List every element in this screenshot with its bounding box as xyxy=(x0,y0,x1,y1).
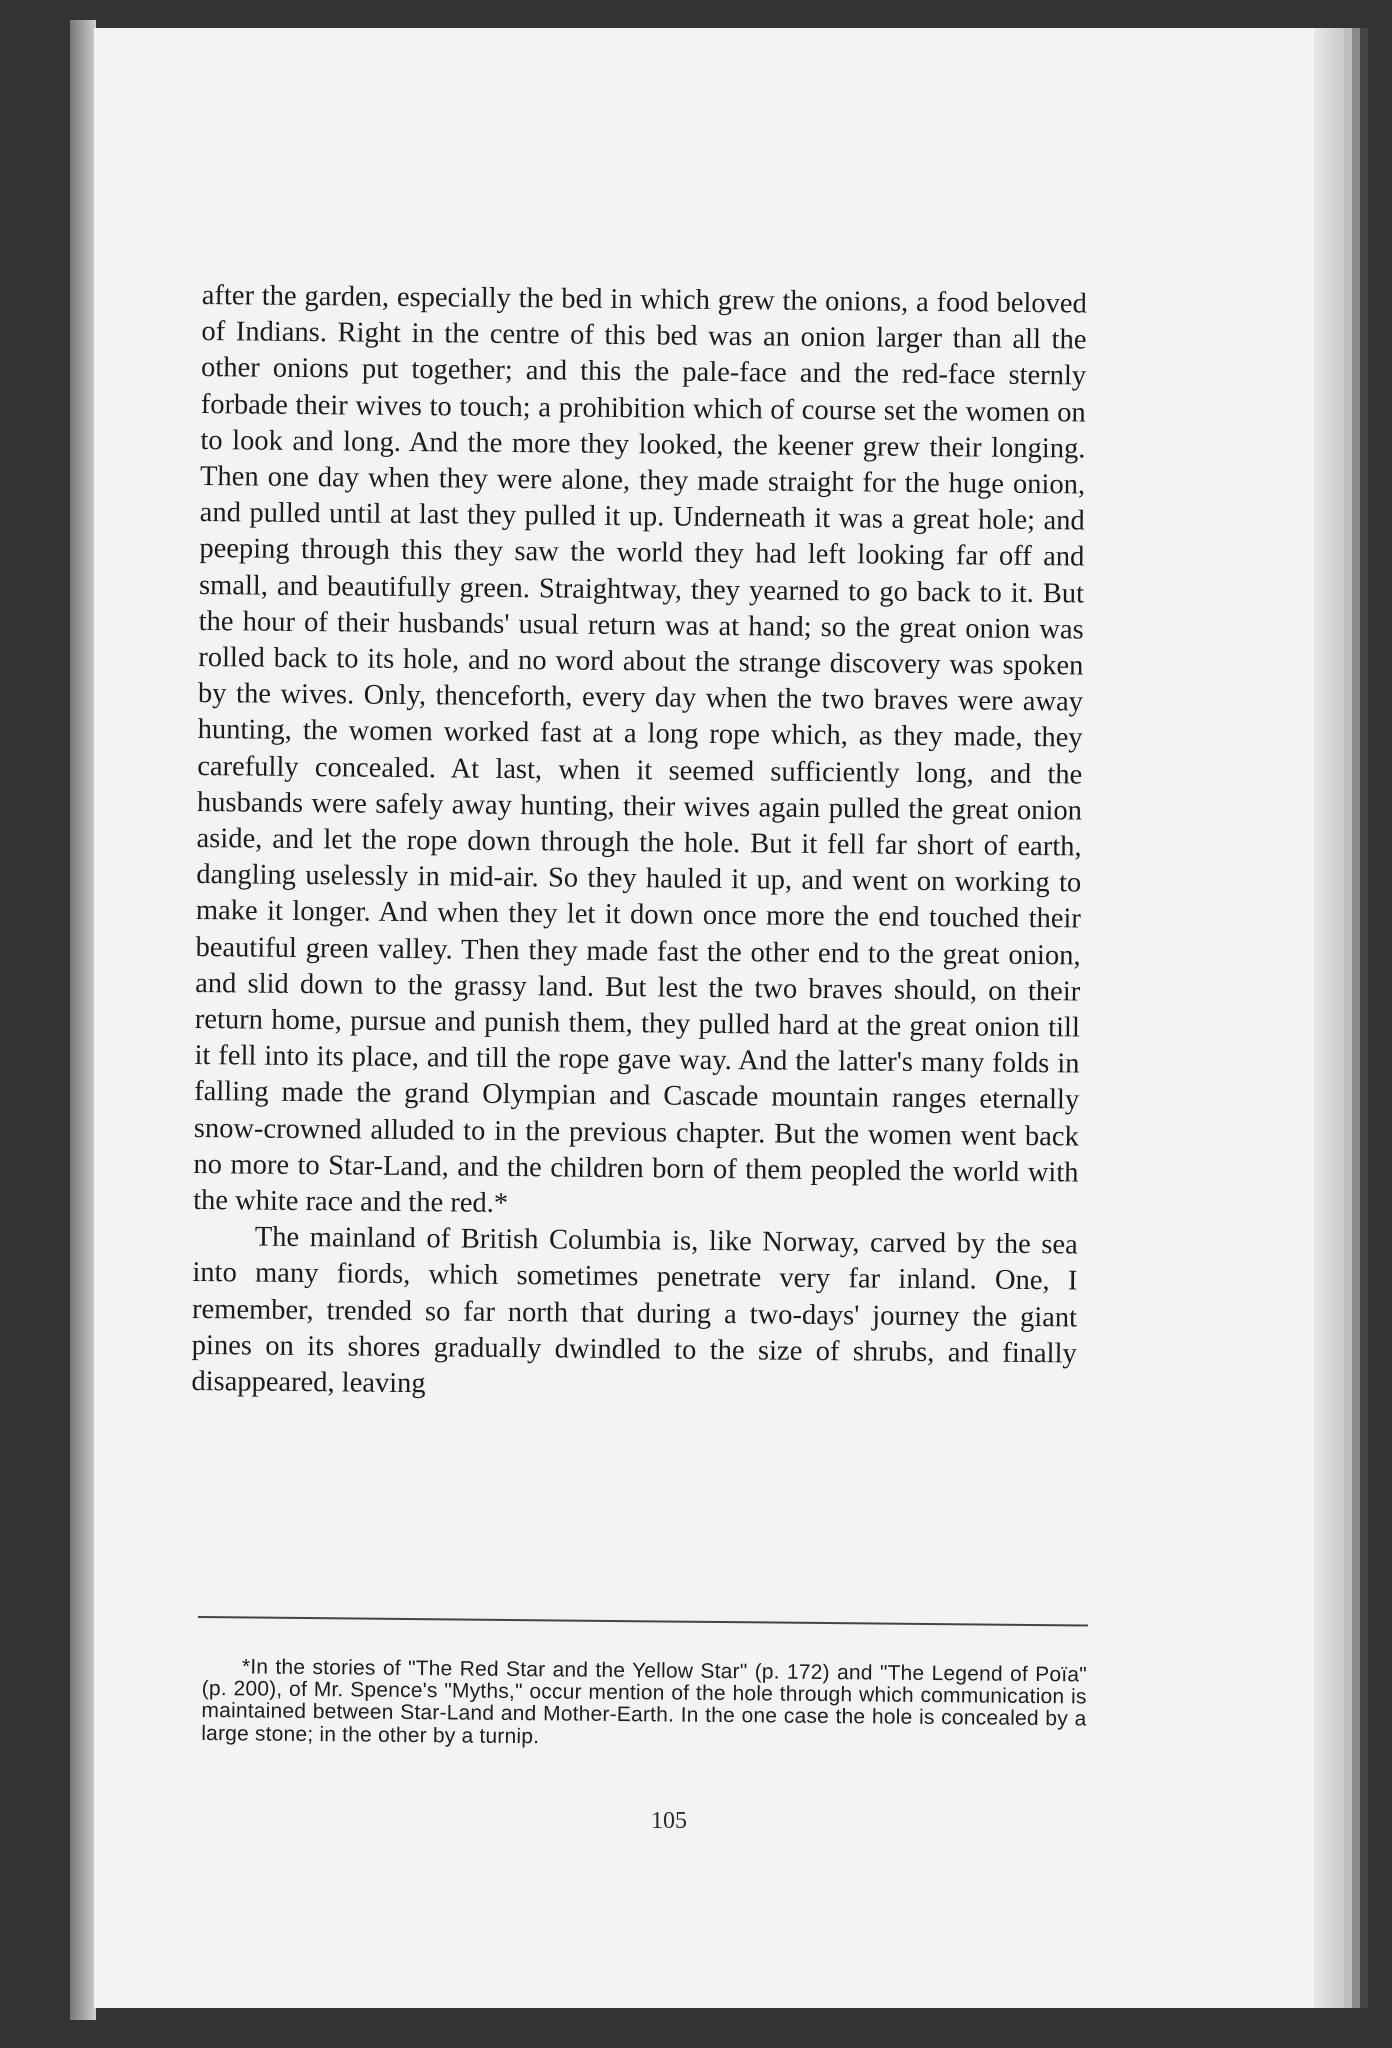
footnote: *In the stories of "The Red Star and the Yellow Star" (p. 172) and "The Legend of Poïa" (p. 200), of Mr. Spence's "Myths," occur mention of the hole through which communication is maintained between Star-Land and Mother-Earth. In the one case the hole is concealed by a large stone; in the other by a turnip. xyxy=(201,1655,1087,1748)
footnote-divider xyxy=(198,1616,1088,1627)
body-paragraph-1: after the garden, especially the bed in which grew the onions, a food beloved of Indians. Right in the centre of this bed was an onion larger than all the other onions put together; and this the pale-face and the red-face sternly forbade their wives to touch; a prohibition which of course set the women on to look and long. And the more they looked, the keener grew their longing. Then one day when they were alone, they made straight for the huge onion, and pulled until at last they pulled it up. Underneath it was a great hole; and peeping through this they saw the world they had left looking far off and small, and beautifully green. Straightway, they yearned to go back to it. But the hour of their husbands' usual return was at hand; so the great onion was rolled back to its hole, and no word about the strange discovery was spoken by the wives. Only, thenceforth, every day when the two braves were away hunting, the women worked fast at a long rope which, as they made, they carefully concealed. At last, when it seemed sufficiently long, and the husbands were safely away hunting, their wives again pulled the great onion aside, and let the rope down through the hole. But it fell far short of earth, dangling uselessly in mid-air. So they hauled it up, and went on working to make it longer. And when they let it down once more the end touched their beautiful green valley. Then they made fast the other end to the great onion, and slid down to the grassy land. But lest the two braves should, on their return home, pursue and punish them, they pulled hard at the great onion till it fell into its place, and till the rope gave way. And the latter's many folds in falling made the grand Olympian and Cascade mountain ranges eternally snow-crowned alluded to in the previous chapter. But the women went back no more to Star-Land, and the children born of them peopled the world with the white race and the red.* xyxy=(192,279,1087,1220)
page-number: 105 xyxy=(651,1808,687,1834)
page-sheet xyxy=(94,28,1344,2008)
page-edge xyxy=(1314,28,1344,2008)
body-paragraph-2: The mainland of British Columbia is, like Norway, carved by the sea into many fiords, which sometimes penetrate very far inland. One, I remember, trended so far north that during a two-days' journey the giant pines on its shores gradually dwindled to the size of shrubs, and finally disappeared, leaving xyxy=(191,1221,1078,1400)
page-gutter-shadow xyxy=(70,20,96,2020)
body-text xyxy=(191,278,1087,1409)
